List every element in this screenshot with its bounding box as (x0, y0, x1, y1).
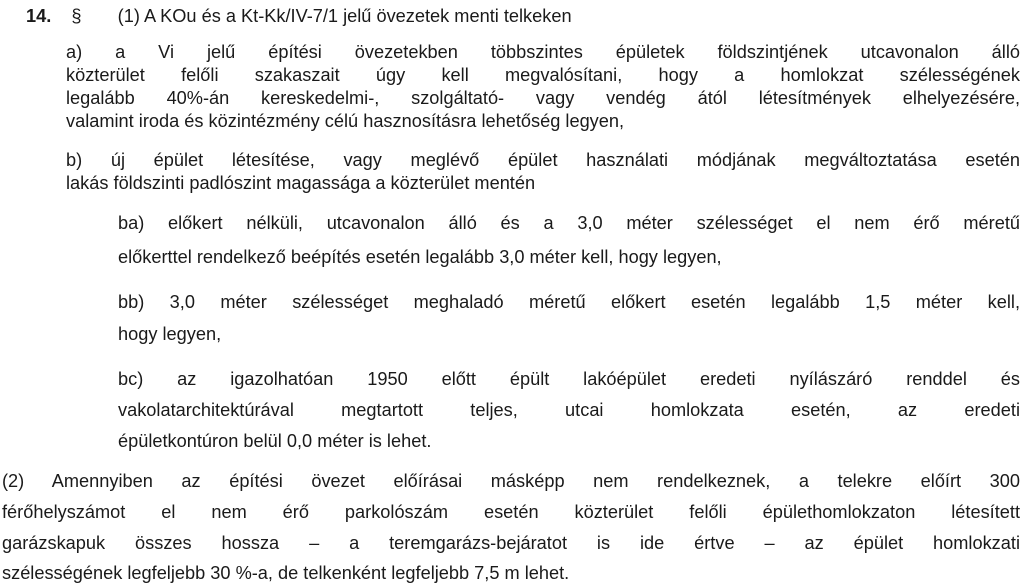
point-ba-line-1: ba) előkert nélküli, utcavonalon álló és a 3,0 méter szélességet el nem érő méretű (118, 213, 1020, 233)
point-a-line-3: legalább 40%-án kereskedelmi-, szolgáltató- vagy vendég ától létesítmények elhelyezésére, (66, 88, 1020, 108)
section-number: 14. (26, 6, 52, 26)
point-ba-line-2: előkerttel rendelkező beépítés esetén legalább 3,0 méter kell, hogy legyen, (118, 247, 722, 267)
point-bc-line-1: bc) az igazolhatóan 1950 előtt épült lakóépület eredeti nyílászáró renddel és (118, 369, 1020, 389)
paragraph-2-line-2: férőhelyszámot el nem érő parkolószám esetén közterület felőli épülethomlokzaton létesített (2, 502, 1020, 522)
paragraph-2-line-3: garázskapuk összes hossza – a teremgarázs-bejáratot is ide értve – az épület homlokzati (2, 533, 1020, 553)
point-a-line-1: a) a Vi jelű építési övezetekben többszintes épületek földszintjének utcavonalon álló (66, 42, 1020, 62)
section-intro: (1) A KOu és a Kt-Kk/IV-7/1 jelű övezetek menti telkeken (117, 6, 572, 26)
point-bc-line-2: vakolatarchitektúrával megtartott teljes, utcai homlokzata esetén, az eredeti (118, 400, 1020, 420)
section-symbol: § (71, 6, 82, 26)
point-a-line-2: közterület felőli szakaszait úgy kell megvalósítani, hogy a homlokzat szélességének (66, 65, 1020, 85)
point-bc-line-3: épületkontúron belül 0,0 méter is lehet. (118, 431, 432, 451)
point-b-line-2: lakás földszinti padlószint magassága a közterület mentén (66, 173, 536, 193)
point-a-line-4: valamint iroda és közintézmény célú hasznosításra lehetőség legyen, (66, 111, 625, 131)
paragraph-2-line-1: (2) Amennyiben az építési övezet előírásai másképp nem rendelkeznek, a telekre előírt 300 (2, 471, 1020, 491)
section-heading (26, 5, 572, 28)
point-bb-line-2: hogy legyen, (118, 324, 222, 344)
point-bb-line-1: bb) 3,0 méter szélességet meghaladó méretű előkert esetén legalább 1,5 méter kell, (118, 292, 1020, 312)
point-b-line-1: b) új épület létesítése, vagy meglévő épület használati módjának megváltoztatása esetén (66, 150, 1020, 170)
paragraph-2-line-4: szélességének legfeljebb 30 %-a, de telkenként legfeljebb 7,5 m lehet. (2, 563, 570, 583)
